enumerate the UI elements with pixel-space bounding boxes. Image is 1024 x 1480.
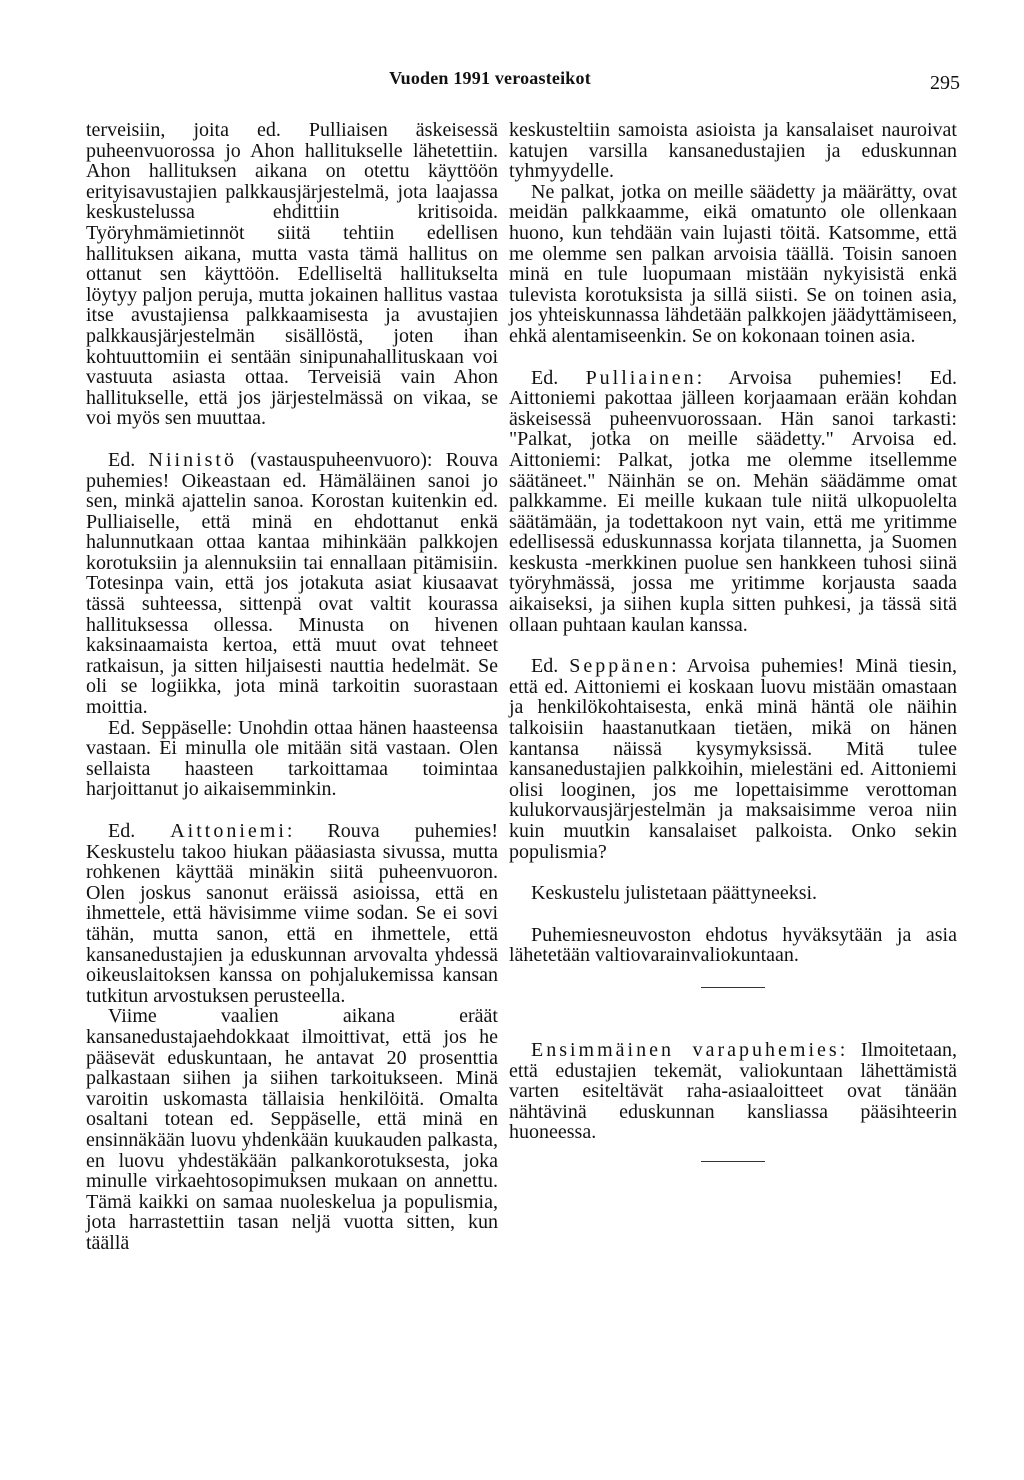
paragraph: Keskustelu julistetaan päättyneeksi. [531,882,818,905]
right-column [509,120,957,1162]
speaker-name: Pulliainen [585,366,697,389]
left-column [86,120,498,1253]
speaker-name: Ensimmäinen varapuhemies [531,1038,840,1061]
speaker-prefix: Ed. [108,448,149,471]
speech-text: : Ilmoitetaan, että edustajien tekemät, valiokuntaan lähettämistä varten esiteltävät raha-asiaaloitteet ovat tänään nähtävinä eduskunnan kansliassa pääsihteerin huoneessa. [509,1038,957,1144]
paragraph: Viime vaalien aikana eräät kansanedustajaehdokkaat ilmoittivat, että jos he pääsevät eduskuntaan, he antavat 20 prosenttia palkastaan siihen ja siihen tarkoitukseen. Minä varoitin uskomasta tällaisia henkilöitä. Omalta osaltani totean ed. Seppäselle, että minä en ensinnäkään luovu yhdenkään kuukauden palkasta, en luovu yhdestäkään palkankorotuksesta, joka minulle virkaehtosopimuksen mukaan on annettu. Tämä kaikki on samaa nuoleskelua ja populismia, jota harrastettiin tasan neljä vuotta sitten, kun täällä [86,1005,498,1254]
speaker-prefix: Ed. [531,655,570,678]
speaker-name: Seppänen [569,655,672,678]
paragraph: Ne palkat, jotka on meille säädetty ja määrätty, ovat meidän palkkaamme, eikä omatunto ole ollenkaan huono, kun tehdään vain lujasti töitä. Katsomme, että me olemme sen palkan arvoisia täällä. Toisin sanoen minä en tule luopumaan mistään nykyisistä enkä tulevista korotuksista ja sillä siisti. Se on toinen asia, jos yhteiskunnassa lähdetään palkkojen jäädyttämiseen, ehkä alentamiseenkin. Se on kokonaan toinen asia. [509,180,957,347]
section-divider [701,1161,765,1162]
paragraph: terveisiin, joita ed. Pulliaisen äskeisessä puheenvuorossa jo Ahon hallitukselle lähetettiin. Ahon hallituksen aikana on otettu käyttöön erityisavustajien palkkausjärjestelmä, jota laajassa keskustelussa ehdittiin kritisoida. Työryhmämietinnöt siitä tehtiin edellisen hallituksen aikana, mutta vasta tämä hallitus on ottanut sen käyttöön. Edelliseltä hallitukselta löytyy paljon peruja, mutta jokainen hallitus vastaa itse avustajiensa palkkaamisesta ja avustajien palkkausjärjestelmän sisällöstä, joten ihan kohtuuttomiin ei sentään sinipunahallituskaan voi vastuuta asiasta ottaa. Terveisiä vain Ahon hallitukselle, että jos järjestelmässä on vikaa, se voi myös sen muuttaa. [86,119,498,430]
speech-paragraph [86,450,498,718]
speech-paragraph [509,368,957,636]
page-number: 295 [930,72,960,94]
speech-text: (vastauspuheenvuoro): Rouva puhemies! Oikeastaan ed. Hämäläinen sanoi jo sen, minkä ajattelin sanoa. Korostan kuitenkin ed. Pulliaiselle, että minä en ehdottanut enkä halunnutkaan ottaa kantaa mihinkään palkkojen korotuksiin ja alennuksiin tai ennallaan pitämisiin. Totesinpa vain, että jos jotakuta asiat kiusaavat tässä suhteessa, sittenpä ovat valtit kourassa hallituksessa ollessa. Minusta on hivenen kaksinaamaista kertoa, että muut ovat tehneet ratkaisun, ja sitten hiljaisesti nauttia hedelmät. Se oli se logiikka, jota minä tarkoitin suorastaan moittia. [86,448,498,719]
speaker-name: Niinistö [148,448,237,471]
speech-paragraph [86,821,498,1006]
speaker-name: Aittoniemi [170,820,287,842]
page-header-title: Vuoden 1991 veroasteikot [389,68,591,88]
section-divider [701,987,765,988]
speech-text: : Arvoisa puhemies! Ed. Aittoniemi pakottaa jälleen korjaamaan erään kohdan äskeisessä puheenvuorossaan. Hän sanoi tarkasti: "Palkat, jotka on meille säädetty." Arvoisa ed. Aittoniemi: Palkat, jotka me olemme itsellemme säätäneet." Näinhän se on. Mehän säädämme omat palkkamme. Ei meille kukaan tule niitä ulkopuolelta säätämään, ja todettakoon nyt vain, että me yritimme edellisessä eduskunnassa korjata tilannetta, ja Suomen keskusta -merkkinen puolue sen hankkeen tuhosi siinä työryhmässä, jossa me yritimme korjausta saada aikaiseksi, ja siihen kupla sitten puhkesi, ja tässä sitä ollaan puhtaan kaulan kanssa. [509,366,957,636]
paragraph: keskusteltiin samoista asioista ja kansalaiset nauroivat katujen varsilla kansanedustajien ja eduskunnan tyhmyydelle. [509,119,957,183]
speech-text: : Rouva puhemies! Keskustelu takoo hiukan pääasiasta sivussa, mutta rohkenen käyttää minäkin siitä puheenvuoron. Olen joskus sanonut eräissä asioissa, että en ihmettele, että hävisimme viime sodan. Se ei sovi tähän, mutta sanon, että en ihmettele, että kansanedustajien ja eduskunnan arvovalta yhdessä oikeuslaitoksen kanssa on pohjalukemissa kansan tutkitun arvostuksen perusteella. [86,820,499,1007]
speaker-prefix: Ed. [531,366,586,389]
paragraph: Puhemiesneuvoston ehdotus hyväksytään ja asia lähetetään valtiovarainvaliokuntaan. [509,923,957,967]
speech-paragraph [509,1040,957,1143]
speech-paragraph [509,656,957,862]
speaker-prefix: Ed. [108,820,171,842]
speech-text: : Arvoisa puhemies! Minä tiesin, että ed. Aittoniemi ei koskaan luovu mistään omastaan ja henkilökohtaisesta, enkä minä häntä ole näihin talkoisiin haastanutkaan tietäen, mikä on hänen kantansa näissä kysymyksissä. Mitä tulee kansanedustajien palkkoihin, mielestäni ed. Aittoniemi olisi looginen, jos me lopettaisimme verottoman kulukorvausjärjestelmän ja maksaisimme veroa niin kuin muutkin kansalaiset palkoista. Onko sekin populismia? [509,655,957,863]
paragraph: Ed. Seppäselle: Unohdin ottaa hänen haasteensa vastaan. Ei minulla ole mitään sitä vastaan. Olen sellaista haasteen tarkoittamaa toimintaa harjoittanut jo aikaisemminkin. [86,716,498,801]
